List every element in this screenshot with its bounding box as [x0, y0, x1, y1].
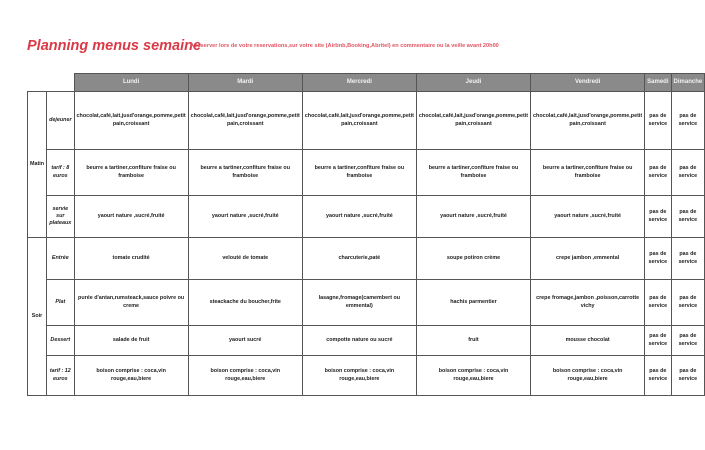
menu-cell: purée d'antan,rumsteack,sauce poivre ou creme	[74, 280, 188, 326]
table-row-plat	[28, 280, 705, 326]
menu-cell: steackache du boucher,frite	[188, 280, 302, 326]
day-header-mardi: Mardi	[188, 74, 302, 92]
menu-cell: boison comprise : coca,vin rouge,eau,biere	[531, 356, 645, 396]
menu-cell: tomate crudité	[74, 238, 188, 280]
menu-cell: fruit	[416, 326, 530, 356]
table-row-entree	[28, 238, 705, 280]
day-header-dimanche: Dimanche	[671, 74, 705, 92]
menu-cell: beurre a tartiner,confiture fraise ou framboise	[531, 150, 645, 196]
section-label-soir: Soir	[28, 238, 47, 396]
table-row-tarif-soir	[28, 356, 705, 396]
menu-cell: chocolat,café,lait,jusd'orange,pomme,petit pain,croissant	[531, 92, 645, 150]
menu-cell: chocolat,café,lait,jusd'orange,pomme,petit pain,croissant	[302, 92, 416, 150]
day-header-mercredi: Mercredi	[302, 74, 416, 92]
no-service-cell: pas de service	[645, 150, 671, 196]
table-row-tarif-matin	[28, 150, 705, 196]
day-header-jeudi: Jeudi	[416, 74, 530, 92]
menu-cell: hachis parmentier	[416, 280, 530, 326]
no-service-cell: pas de service	[671, 150, 705, 196]
menu-cell: beurre a tartiner,confiture fraise ou framboise	[74, 150, 188, 196]
menu-cell: beurre a tartiner,confiture fraise ou framboise	[188, 150, 302, 196]
menu-cell: charcuterie,paté	[302, 238, 416, 280]
menu-cell: beurre a tartiner,confiture fraise ou framboise	[302, 150, 416, 196]
row-label-dejeuner: dejeuner	[47, 92, 74, 150]
day-header-vendredi: Vendredi	[531, 74, 645, 92]
no-service-cell: pas de service	[671, 92, 705, 150]
menu-cell: yaourt nature ,sucré,fruité	[416, 196, 530, 238]
page-subtitle: A réserver lors de votre reservations,sur votre site (Airbnb,Booking,Abritel) en commentaire ou la veille avant 20h00	[190, 43, 499, 49]
menu-cell: lasagne,fromage(camembert ou emmental)	[302, 280, 416, 326]
day-header-samedi: Samedi	[645, 74, 671, 92]
menu-cell: beurre a tartiner,confiture fraise ou framboise	[416, 150, 530, 196]
no-service-cell: pas de service	[671, 238, 705, 280]
row-label-tarif-matin: tarif : 8 euros	[47, 150, 74, 196]
menu-cell: chocolat,café,lait,jusd'orange,pomme,petit pain,croissant	[74, 92, 188, 150]
menu-cell: yaourt nature ,sucré,fruité	[302, 196, 416, 238]
menu-cell: yaourt nature ,sucré,fruité	[531, 196, 645, 238]
section-label-matin: Matin	[28, 92, 47, 238]
no-service-cell: pas de service	[645, 356, 671, 396]
header-blank-cell	[28, 74, 47, 92]
no-service-cell: pas de service	[645, 238, 671, 280]
menu-cell: crepe jambon ,emmental	[531, 238, 645, 280]
no-service-cell: pas de service	[645, 196, 671, 238]
page-title: Planning menus semaine	[27, 38, 202, 54]
row-label-dessert: Dessert	[47, 326, 74, 356]
menu-cell: compotte nature ou sucré	[302, 326, 416, 356]
menu-cell: crepe fromage,jambon ,poisson,carrotte vichy	[531, 280, 645, 326]
menu-cell: salade de fruit	[74, 326, 188, 356]
menu-cell: yaourt sucré	[188, 326, 302, 356]
menu-cell: boison comprise : coca,vin rouge,eau,biere	[302, 356, 416, 396]
menu-cell: yaourt nature ,sucré,fruité	[188, 196, 302, 238]
menu-planning-table	[27, 73, 705, 396]
menu-cell: boison comprise : coca,vin rouge,eau,biere	[416, 356, 530, 396]
menu-cell: mousse chocolat	[531, 326, 645, 356]
table-row-dejeuner	[28, 92, 705, 150]
table-row-dessert	[28, 326, 705, 356]
no-service-cell: pas de service	[671, 280, 705, 326]
row-label-tarif-soir: tarif : 12 euros	[47, 356, 74, 396]
menu-cell: yaourt nature ,sucré,fruité	[74, 196, 188, 238]
no-service-cell: pas de service	[645, 92, 671, 150]
menu-cell: boison comprise : coca,vin rouge,eau,biere	[74, 356, 188, 396]
menu-cell: chocolat,café,lait,jusd'orange,pomme,petit pain,croissant	[416, 92, 530, 150]
row-label-plateau: servie sur plateaux	[47, 196, 74, 238]
no-service-cell: pas de service	[645, 326, 671, 356]
menu-cell: boison comprise : coca,vin rouge,eau,biere	[188, 356, 302, 396]
no-service-cell: pas de service	[671, 326, 705, 356]
menu-cell: velouté de tomate	[188, 238, 302, 280]
header-blank-cell	[47, 74, 74, 92]
menu-cell: chocolat,café,lait,jusd'orange,pomme,petit pain,croissant	[188, 92, 302, 150]
table-row-plateau	[28, 196, 705, 238]
day-header-lundi: Lundi	[74, 74, 188, 92]
day-header-row	[28, 74, 705, 92]
no-service-cell: pas de service	[671, 356, 705, 396]
no-service-cell: pas de service	[671, 196, 705, 238]
menu-cell: soupe potiron crème	[416, 238, 530, 280]
row-label-entree: Entrée	[47, 238, 74, 280]
no-service-cell: pas de service	[645, 280, 671, 326]
row-label-plat: Plat	[47, 280, 74, 326]
